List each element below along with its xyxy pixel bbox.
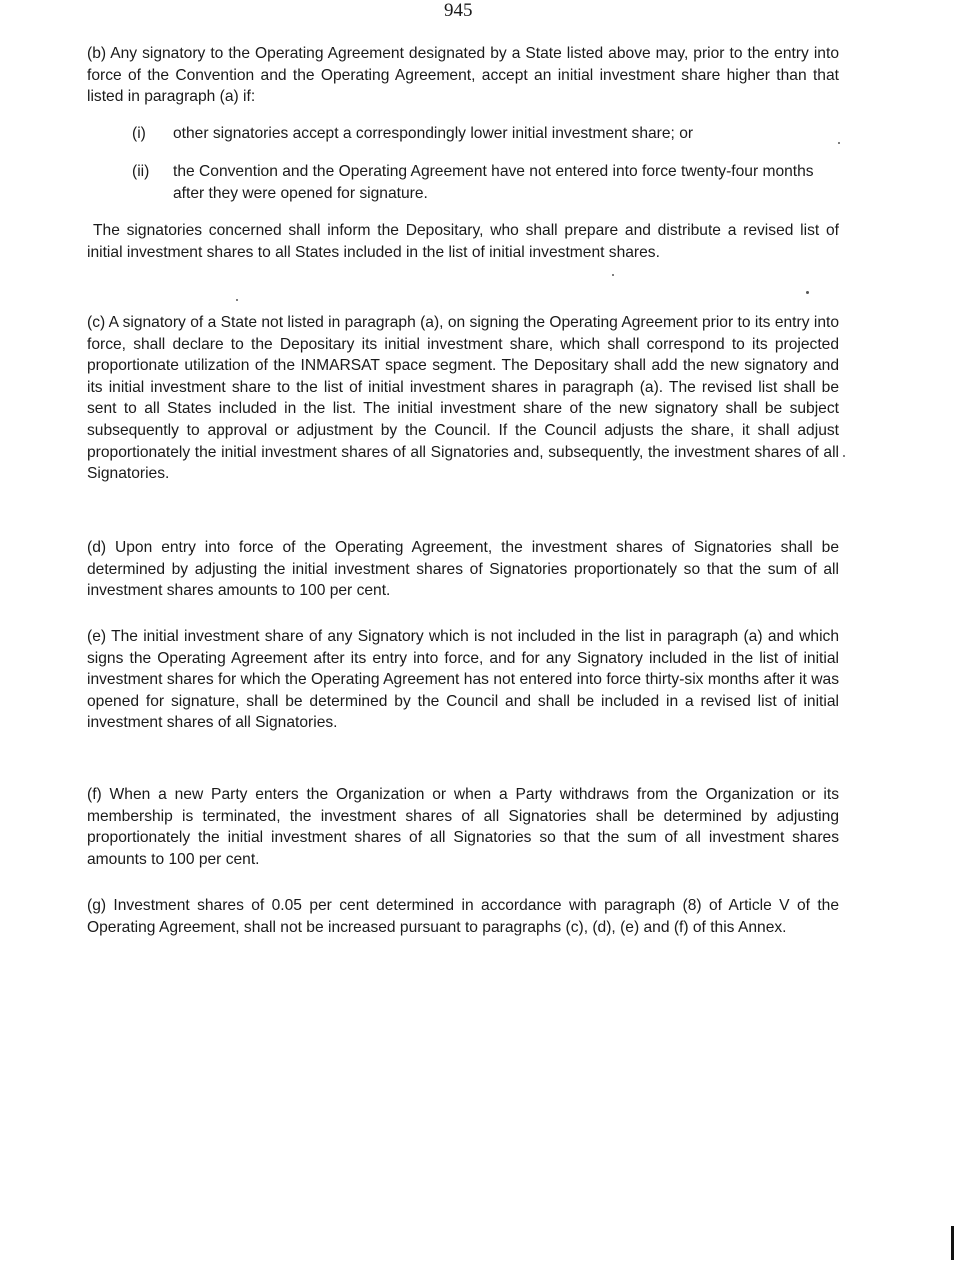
- paragraph-b: (b) Any signatory to the Operating Agreement designated by a State listed above may, prior to the entry into force of the Convention and the Operating Agreement, accept an initial investment share higher than that listed in paragraph (a) if:: [87, 45, 839, 106]
- paragraph-e: (e) The initial investment share of any Signatory which is not included in the list in paragraph (a) and which signs the Operating Agreement after its entry into force, and for any Signatory included in the list of initial investment shares for which the Operating Agreement has not entered into force thirty-six months after it was opened for signature, shall be determined by the Council and shall be included in a revised list of initial investment shares of all Signatories.: [87, 628, 839, 732]
- scan-speck: [838, 142, 840, 144]
- list-item-marker: (i): [132, 125, 146, 142]
- list-item: [132, 123, 840, 145]
- scan-speck: [843, 455, 845, 457]
- list-item-marker: (ii): [132, 163, 150, 180]
- list-item-text: other signatories accept a correspondingly lower initial investment share; or: [173, 125, 694, 142]
- paragraph-b-continuation: The signatories concerned shall inform the Depositary, who shall prepare and distribute a revised list of initial investment shares to all States included in the list of initial investment shares.: [87, 222, 839, 261]
- paragraph-f: (f) When a new Party enters the Organization or when a Party withdraws from the Organization or its membership is terminated, the investment shares of all Signatories shall be determined by adjusting proportionately the initial investment shares of all Signatories so that the sum of all investment shares amounts to 100 per cent.: [87, 786, 839, 868]
- paragraph-g: (g) Investment shares of 0.05 per cent determined in accordance with paragraph (8) of Article V of the Operating Agreement, shall not be increased pursuant to paragraphs (c), (d), (e) and (f) of this Annex.: [87, 897, 839, 936]
- scan-speck: [236, 299, 238, 301]
- list-item-text: the Convention and the Operating Agreement have not entered into force twenty-four months after they were opened for signature.: [173, 163, 814, 202]
- page-number: 945: [444, 0, 473, 21]
- paragraph-c: (c) A signatory of a State not listed in paragraph (a), on signing the Operating Agreement prior to its entry into force, shall declare to the Depositary its initial investment share, which shall correspond to its projected proportionate utilization of the INMARSAT space segment. The Depositary shall add the new signatory and its initial investment share to the list of initial investment shares in paragraph (a). The revised list shall be sent to all States included in the list. The initial investment share of the new signatory shall be subject subsequently to approval or adjustment by the Council. If the Council adjusts the share, it shall adjust proportionately the initial investment shares of all Signatories and, subsequently, the investment shares of all Signatories.: [87, 314, 839, 483]
- scan-edge-mark: [951, 1226, 954, 1260]
- paragraph-d: (d) Upon entry into force of the Operating Agreement, the investment shares of Signatories shall be determined by adjusting the initial investment shares of Signatories proportionately so that the sum of all investment shares amounts to 100 per cent.: [87, 539, 839, 600]
- scan-speck: [612, 274, 614, 276]
- scan-speck: [806, 291, 809, 294]
- list-item: [132, 161, 840, 204]
